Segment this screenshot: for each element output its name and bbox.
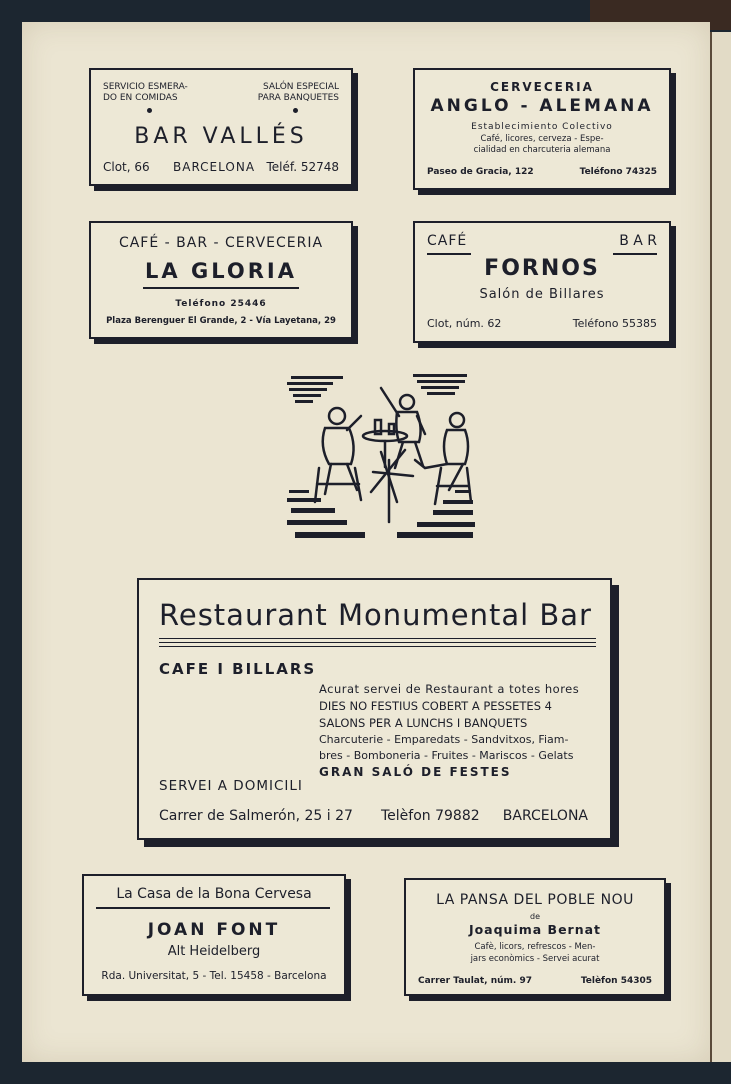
city: BARCELONA — [502, 808, 588, 824]
description-1: Cafè, licors, refrescos - Men- — [474, 942, 596, 952]
underline-left — [427, 253, 471, 255]
tagline: La Casa de la Bona Cervesa — [116, 886, 312, 902]
note-left-2: DO EN COMIDAS — [103, 93, 178, 103]
ad-la-pansa — [404, 878, 666, 996]
business-name: BAR VALLÉS — [134, 124, 308, 149]
address: Clot, 66 — [103, 160, 150, 174]
ad-anglo-alemana — [413, 68, 671, 190]
city: BARCELONA — [173, 160, 256, 174]
underline-right — [613, 253, 657, 255]
connector: de — [530, 912, 540, 921]
next-page-edge — [710, 32, 731, 1062]
divider — [159, 646, 596, 647]
address: Rda. Universitat, 5 - Tel. 15458 - Barcelona — [101, 970, 327, 982]
business-name: LA PANSA DEL POBLE NOU — [436, 892, 634, 908]
description-2: Café, licores, cerveza - Espe- — [480, 134, 604, 144]
phone: Teléfono 55385 — [572, 317, 657, 330]
note-right-1: SALÓN ESPECIAL — [262, 82, 339, 92]
service-4: Charcuterie - Emparedats - Sandvitxos, Fiam- — [319, 733, 569, 746]
business-type: CAFÉ - BAR - CERVECERIA — [118, 235, 324, 251]
business-name: JOAN FONT — [147, 920, 281, 940]
phone: Teléf. 52748 — [266, 160, 339, 174]
business-type: CERVECERIA — [490, 80, 594, 94]
subtitle: CAFE I BILLARS — [159, 660, 317, 678]
right-word: B A R — [619, 233, 657, 249]
subtitle: Salón de Billares — [479, 287, 605, 302]
bullet-icon — [293, 108, 298, 113]
cafe-scene-illustration — [285, 372, 480, 544]
phone: Telèfon 79882 — [381, 808, 480, 824]
underline — [96, 907, 330, 909]
phone: Teléfono 74325 — [579, 167, 657, 177]
note-left-1: SERVICIO ESMERA- — [103, 82, 188, 92]
address: Plaza Berenguer El Grande, 2 - Vía Layetana, 29 — [106, 316, 336, 326]
address: Carrer de Salmerón, 25 i 27 — [159, 808, 353, 824]
service-3: SALONS PER A LUNCHS I BANQUETS — [319, 716, 528, 730]
subtitle: Alt Heidelberg — [167, 944, 261, 959]
ad-bar-valles — [89, 68, 353, 186]
ad-la-gloria — [89, 221, 353, 339]
bullet-icon — [147, 108, 152, 113]
left-word: CAFÉ — [427, 233, 468, 249]
phone: Teléfono 25446 — [175, 299, 267, 309]
service-1: Acurat servei de Restaurant a totes hores — [319, 682, 580, 696]
phone: Telèfon 54305 — [580, 976, 652, 986]
business-name: LA GLORIA — [145, 259, 297, 283]
ad-fornos — [413, 221, 671, 343]
divider — [159, 638, 596, 639]
address: Clot, núm. 62 — [427, 317, 502, 330]
business-name: Restaurant Monumental Bar — [159, 598, 592, 632]
description-2: jars econòmics - Servei acurat — [470, 954, 600, 964]
service-5: bres - Bomboneria - Fruites - Mariscos - Gelats — [319, 749, 574, 762]
ad-monumental-bar — [137, 578, 612, 840]
ad-joan-font — [82, 874, 346, 996]
note-right-2: PARA BANQUETES — [257, 93, 339, 103]
service-6: GRAN SALÓ DE FESTES — [319, 765, 512, 779]
business-name: ANGLO - ALEMANA — [430, 96, 654, 116]
service-2: DIES NO FESTIUS COBERT A PESSETES 4 — [319, 699, 552, 713]
delivery: SERVEI A DOMICILI — [159, 778, 303, 794]
divider — [143, 287, 299, 289]
description-3: cialidad en charcuteria alemana — [473, 145, 611, 155]
address: Carrer Taulat, núm. 97 — [418, 976, 532, 986]
address: Paseo de Gracia, 122 — [427, 167, 534, 177]
description-1: Establecimiento Colectivo — [471, 122, 613, 132]
divider — [159, 642, 596, 643]
owner: Joaquima Bernat — [468, 922, 602, 937]
business-name: FORNOS — [484, 256, 600, 281]
